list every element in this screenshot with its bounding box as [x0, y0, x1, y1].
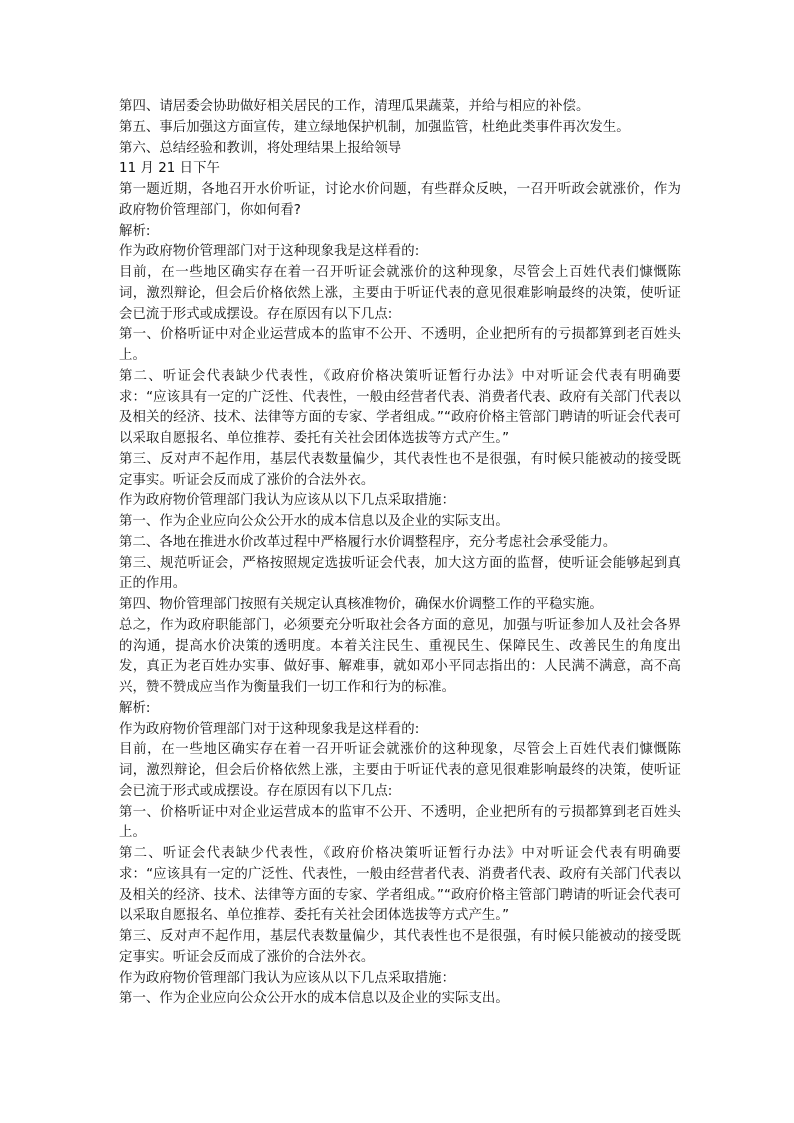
- paragraph: 第三、反对声不起作用，基层代表数量偏少，其代表性也不是很强，有时候只能被动的接受既定事实。听证会反而成了涨价的合法外衣。: [119, 451, 681, 488]
- paragraph: 第三、反对声不起作用，基层代表数量偏少，其代表性也不是很强，有时候只能被动的接受既定事实。听证会反而成了涨价的合法外衣。: [119, 929, 681, 965]
- paragraph: 第二、各地在推进水价改革过程中严格履行水价调整程序，充分考虑社会承受能力。: [119, 534, 617, 550]
- analysis-label: 解析:: [119, 700, 151, 716]
- paragraph: 第一、作为企业应向公众公开水的成本信息以及企业的实际支出。: [119, 991, 509, 1007]
- paragraph: 第二、听证会代表缺少代表性，《政府价格决策听证暂行办法》中对听证会代表有明确要求：“应该具有一定的广泛性、代表性，一般由经营者代表、消费者代表、政府有关部门代表以及相关的经济、技术、法律等方面的专家、学者组成。”“政府价格主管部门聘请的听证会代表可以采取自愿报名、单位推荐、委托有关社会团体选拔等方式产生。”: [119, 368, 681, 446]
- question-paragraph: 第一题近期，各地召开水价听证，讨论水价问题，有些群众反映，一召开听政会就涨价，作为政府物价管理部门，你如何看?: [119, 182, 681, 218]
- paragraph: 作为政府物价管理部门对于这种现象我是这样看的:: [119, 244, 420, 260]
- paragraph: 第三、规范听证会，严格按照规定选拔听证会代表，加大这方面的监督，使听证会能够起到真正的作用。: [119, 555, 681, 592]
- paragraph: 第一、价格听证中对企业运营成本的监审不公开、不透明，企业把所有的亏损都算到老百姓头上。: [119, 327, 681, 363]
- paragraph: 第四、物价管理部门按照有关规定认真核准物价，确保水价调整工作的平稳实施。: [119, 597, 603, 612]
- paragraph: 目前，在一些地区确实存在着一召开听证会就涨价的这种现象，尽管会上百姓代表们慷慨陈词，激烈辩论，但会后价格依然上涨，主要由于听证代表的意见很难影响最终的决策，使听证会已流于形式或成摆设。存在原因有以下几点:: [119, 742, 681, 799]
- paragraph: 目前，在一些地区确实存在着一召开听证会就涨价的这种现象，尽管会上百姓代表们慷慨陈词，激烈辩论，但会后价格依然上涨，主要由于听证代表的意见很难影响最终的决策，使听证会已流于形式或成摆设。存在原因有以下几点:: [119, 265, 681, 322]
- paragraph: 第四、请居委会协助做好相关居民的工作，清理瓜果蔬菜，并给与相应的补偿。: [119, 99, 590, 114]
- date-heading: 11 月 21 日下午: [119, 161, 220, 177]
- analysis-label: 解析:: [119, 223, 151, 239]
- paragraph: 作为政府物价管理部门对于这种现象我是这样看的:: [119, 721, 420, 737]
- paragraph: 第六、总结经验和教训，将处理结果上报给领导: [119, 140, 402, 156]
- paragraph: 作为政府物价管理部门我认为应该从以下几点采取措施：: [119, 493, 456, 509]
- paragraph: 第二、听证会代表缺少代表性，《政府价格决策听证暂行办法》中对听证会代表有明确要求：“应该具有一定的广泛性、代表性，一般由经营者代表、消费者代表、政府有关部门代表以及相关的经济、技术、法律等方面的专家、学者组成。”“政府价格主管部门聘请的听证会代表可以采取自愿报名、单位推荐、委托有关社会团体选拔等方式产生。”: [119, 846, 681, 924]
- paragraph: 作为政府物价管理部门我认为应该从以下几点采取措施：: [119, 970, 456, 986]
- document-page: [119, 97, 681, 1010]
- paragraph: 第五、事后加强这方面宣传，建立绿地保护机制，加强监管，杜绝此类事件再次发生。: [119, 119, 630, 135]
- paragraph: 第一、作为企业应向公众公开水的成本信息以及企业的实际支出。: [119, 514, 509, 529]
- paragraph: 第一、价格听证中对企业运营成本的监审不公开、不透明，企业把所有的亏损都算到老百姓头上。: [119, 804, 681, 841]
- conclusion-paragraph: 总之，作为政府职能部门，必须要充分听取社会各方面的意见，加强与听证参加人及社会各界的沟通，提高水价决策的透明度。本着关注民生、重视民生、保障民生、改善民生的角度出发，真正为老百姓办实事、做好事、解难事，就如邓小平同志指出的：人民满不满意，高不高兴，赞不赞成应当作为衡量我们一切工作和行为的标准。: [119, 617, 681, 695]
